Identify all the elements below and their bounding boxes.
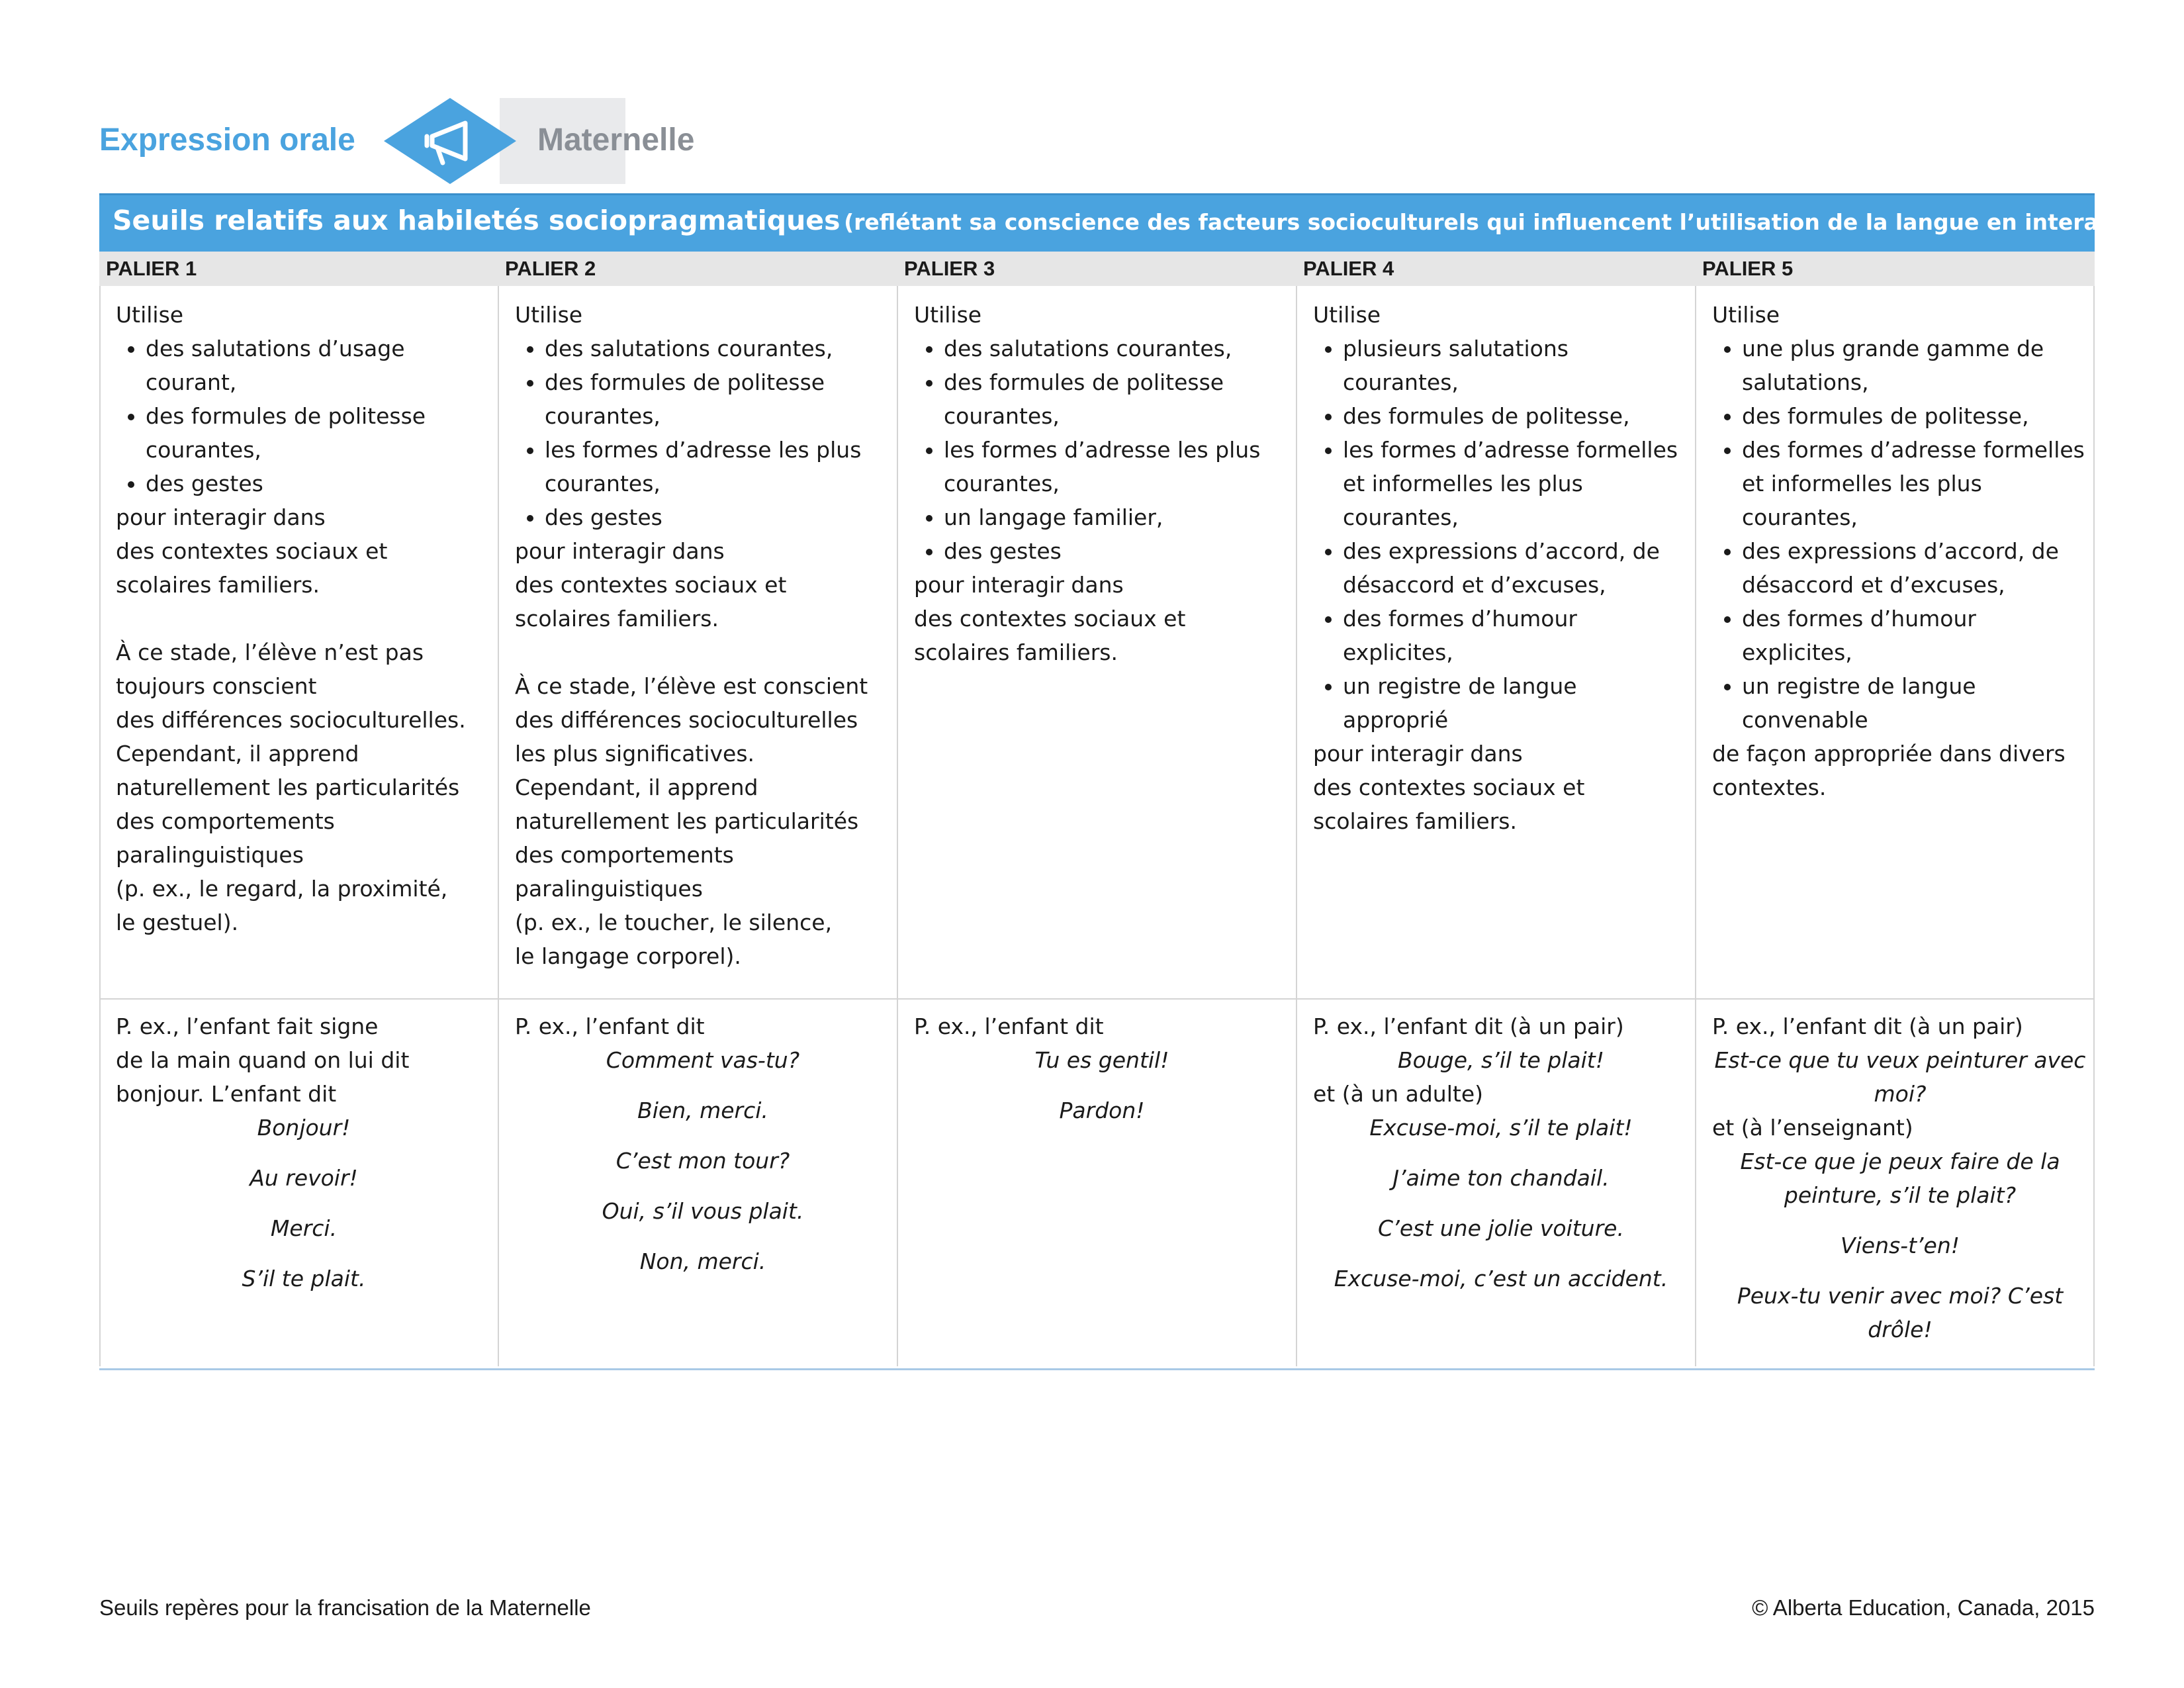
example-recipient: et (à l’enseignant)	[1712, 1115, 1913, 1141]
example-phrase: Non, merci.	[639, 1248, 766, 1274]
description-note-line: À ce stade, l’élève est conscient	[515, 673, 868, 699]
description-cell	[897, 298, 1297, 669]
example-phrase: C’est mon tour?	[615, 1148, 790, 1174]
level-header: PALIER 5	[1702, 257, 1794, 280]
example-phrase: Merci.	[270, 1215, 338, 1241]
description-list	[515, 332, 891, 534]
page-header	[99, 98, 1026, 184]
description-note-line: des comportements	[116, 808, 335, 834]
description-cell	[498, 298, 897, 973]
table-title-bar	[99, 193, 2170, 252]
description-line: scolaires familiers.	[116, 572, 320, 598]
description-list	[914, 332, 1290, 568]
description-note-line: (p. ex., le toucher, le silence,	[515, 910, 833, 935]
list-item: • des formules de politesse courantes,	[944, 365, 1290, 433]
example-phrase: Excuse-moi, s’il te plait!	[1369, 1115, 1633, 1141]
description-note-line: naturellement les particularités	[116, 774, 460, 800]
description-note-line: le gestuel).	[116, 910, 239, 935]
footer-document-title: Seuils repères pour la francisation de la Maternelle	[99, 1595, 591, 1620]
example-phrase: Est-ce que je peux faire de la peinture, s’il te plait?	[1740, 1149, 2060, 1208]
list-item: • des gestes	[146, 467, 492, 500]
list-item: • un langage familier,	[944, 500, 1290, 534]
description-list	[1313, 332, 1689, 737]
description-line: scolaires familiers.	[1313, 808, 1517, 834]
example-phrase: Peux-tu venir avec moi? C’est drôle!	[1737, 1283, 2064, 1342]
example-phrase: Au revoir!	[250, 1165, 358, 1191]
example-phrases	[1712, 1043, 2088, 1111]
description-note-line: des différences socioculturelles	[515, 707, 858, 733]
footer-copyright: © Alberta Education, Canada, 2015	[1752, 1595, 2095, 1620]
section-title: Expression orale	[99, 122, 355, 158]
example-recipient: et (à un adulte)	[1313, 1081, 1484, 1107]
table-title	[113, 205, 2170, 236]
list-item: • des expressions d’accord, de désaccord et d’excuses,	[1742, 534, 2088, 602]
example-phrase: Pardon!	[1059, 1098, 1145, 1123]
description-note-line: le langage corporel).	[515, 943, 741, 969]
example-intro: de la main quand on lui dit	[116, 1047, 410, 1073]
description-line: pour interagir dans	[515, 538, 725, 564]
example-phrases	[1712, 1145, 2088, 1346]
description-intro: Utilise	[1313, 302, 1381, 328]
example-phrase: Bonjour!	[257, 1115, 351, 1141]
list-item: • des salutations d’usage courant,	[146, 332, 492, 399]
list-item: • des formes d’humour explicites,	[1343, 602, 1689, 669]
example-intro: P. ex., l’enfant dit	[914, 1013, 1104, 1039]
description-note-line: paralinguistiques	[116, 842, 304, 868]
example-cell	[897, 1009, 1297, 1127]
description-line: pour interagir dans	[914, 572, 1124, 598]
description-note-line: toujours conscient	[116, 673, 317, 699]
example-phrase: Excuse-moi, c’est un accident.	[1334, 1266, 1668, 1291]
example-intro: P. ex., l’enfant dit	[515, 1013, 705, 1039]
description-list	[1712, 332, 2088, 737]
spacer	[116, 602, 492, 635]
example-phrase: Est-ce que tu veux peinturer avec moi?	[1714, 1047, 2086, 1107]
description-line: pour interagir dans	[1313, 741, 1523, 767]
example-phrase: S’il te plait.	[242, 1266, 366, 1291]
description-note-line: naturellement les particularités	[515, 808, 859, 834]
list-item: • les formes d’adresse les plus courantes,	[545, 433, 891, 500]
example-phrases	[116, 1111, 492, 1295]
description-note-line: (p. ex., le regard, la proximité,	[116, 876, 448, 902]
example-cell	[1297, 1009, 1696, 1295]
description-intro: Utilise	[515, 302, 583, 328]
list-item: • des gestes	[944, 534, 1290, 568]
example-phrase: Viens-t’en!	[1841, 1233, 1960, 1258]
description-intro: Utilise	[116, 302, 184, 328]
example-phrase: Bien, merci.	[637, 1098, 768, 1123]
description-cell	[1696, 298, 2095, 804]
example-cell	[99, 1009, 498, 1295]
list-item: • des formules de politesse courantes,	[146, 399, 492, 467]
list-item: • un registre de langue approprié	[1343, 669, 1689, 737]
example-intro: P. ex., l’enfant dit (à un pair)	[1712, 1013, 2023, 1039]
level-header: PALIER 3	[904, 257, 995, 280]
list-item: • une plus grande gamme de salutations,	[1742, 332, 2088, 399]
thresholds-table	[99, 193, 2170, 1370]
description-line: des contextes sociaux et	[1313, 774, 1585, 800]
level-header: PALIER 1	[106, 257, 197, 280]
level-header: PALIER 4	[1303, 257, 1394, 280]
list-item: • des formules de politesse,	[1343, 399, 1689, 433]
description-line: pour interagir dans	[116, 504, 326, 530]
description-note-line: paralinguistiques	[515, 876, 703, 902]
description-line: scolaires familiers.	[914, 639, 1118, 665]
row-divider	[99, 998, 2095, 1000]
description-note-line: Cependant, il apprend	[116, 741, 359, 767]
example-phrase: Comment vas-tu?	[606, 1047, 800, 1073]
description-note-line: À ce stade, l’élève n’est pas	[116, 639, 424, 665]
list-item: • des salutations courantes,	[545, 332, 891, 365]
example-intro: bonjour. L’enfant dit	[116, 1081, 337, 1107]
level-header-row	[99, 252, 2095, 286]
list-item: • des formes d’adresse formelles et informelles les plus courantes,	[1742, 433, 2088, 534]
list-item: • des expressions d’accord, de désaccord et d’excuses,	[1343, 534, 1689, 602]
description-list	[116, 332, 492, 500]
description-intro: Utilise	[914, 302, 982, 328]
description-note-line: des différences socioculturelles.	[116, 707, 466, 733]
example-phrases	[1313, 1043, 1689, 1077]
list-item: • plusieurs salutations courantes,	[1343, 332, 1689, 399]
list-item: • les formes d’adresse les plus courantes,	[944, 433, 1290, 500]
description-line: contextes.	[1712, 774, 1827, 800]
example-phrase: Tu es gentil!	[1034, 1047, 1169, 1073]
description-line: des contextes sociaux et	[116, 538, 388, 564]
list-item: • les formes d’adresse formelles et informelles les plus courantes,	[1343, 433, 1689, 534]
list-item: • un registre de langue convenable	[1742, 669, 2088, 737]
description-cell	[1297, 298, 1696, 838]
description-line: des contextes sociaux et	[914, 606, 1186, 632]
description-line: scolaires familiers.	[515, 606, 719, 632]
list-item: • des formules de politesse courantes,	[545, 365, 891, 433]
grade-label: Maternelle	[537, 122, 695, 158]
description-note-line: des comportements	[515, 842, 734, 868]
example-intro: P. ex., l’enfant dit (à un pair)	[1313, 1013, 1624, 1039]
table-title-sub: (reflétant sa conscience des facteurs socioculturels qui influencent l’utilisation de la langue en interaction)	[844, 209, 2170, 235]
example-phrase: Oui, s’il vous plait.	[602, 1198, 804, 1224]
example-cell	[498, 1009, 897, 1278]
example-phrases	[914, 1043, 1290, 1127]
example-intro: P. ex., l’enfant fait signe	[116, 1013, 379, 1039]
example-phrase: J’aime ton chandail.	[1392, 1165, 1610, 1191]
table-title-main: Seuils relatifs aux habiletés sociopragmatiques	[113, 205, 841, 236]
example-cell	[1696, 1009, 2095, 1346]
example-phrases	[1313, 1111, 1689, 1295]
spacer	[515, 635, 891, 669]
list-item: • des salutations courantes,	[944, 332, 1290, 365]
list-item: • des gestes	[545, 500, 891, 534]
example-phrases	[515, 1043, 891, 1278]
level-header: PALIER 2	[505, 257, 596, 280]
description-intro: Utilise	[1712, 302, 1780, 328]
description-note-line: Cependant, il apprend	[515, 774, 758, 800]
description-line: de façon appropriée dans divers	[1712, 741, 2066, 767]
example-phrase: C’est une jolie voiture.	[1378, 1215, 1624, 1241]
list-item: • des formes d’humour explicites,	[1742, 602, 2088, 669]
description-cell	[99, 298, 498, 939]
example-phrase: Bouge, s’il te plait!	[1398, 1047, 1604, 1073]
list-item: • des formules de politesse,	[1742, 399, 2088, 433]
description-line: des contextes sociaux et	[515, 572, 787, 598]
description-note-line: les plus significatives.	[515, 741, 755, 767]
